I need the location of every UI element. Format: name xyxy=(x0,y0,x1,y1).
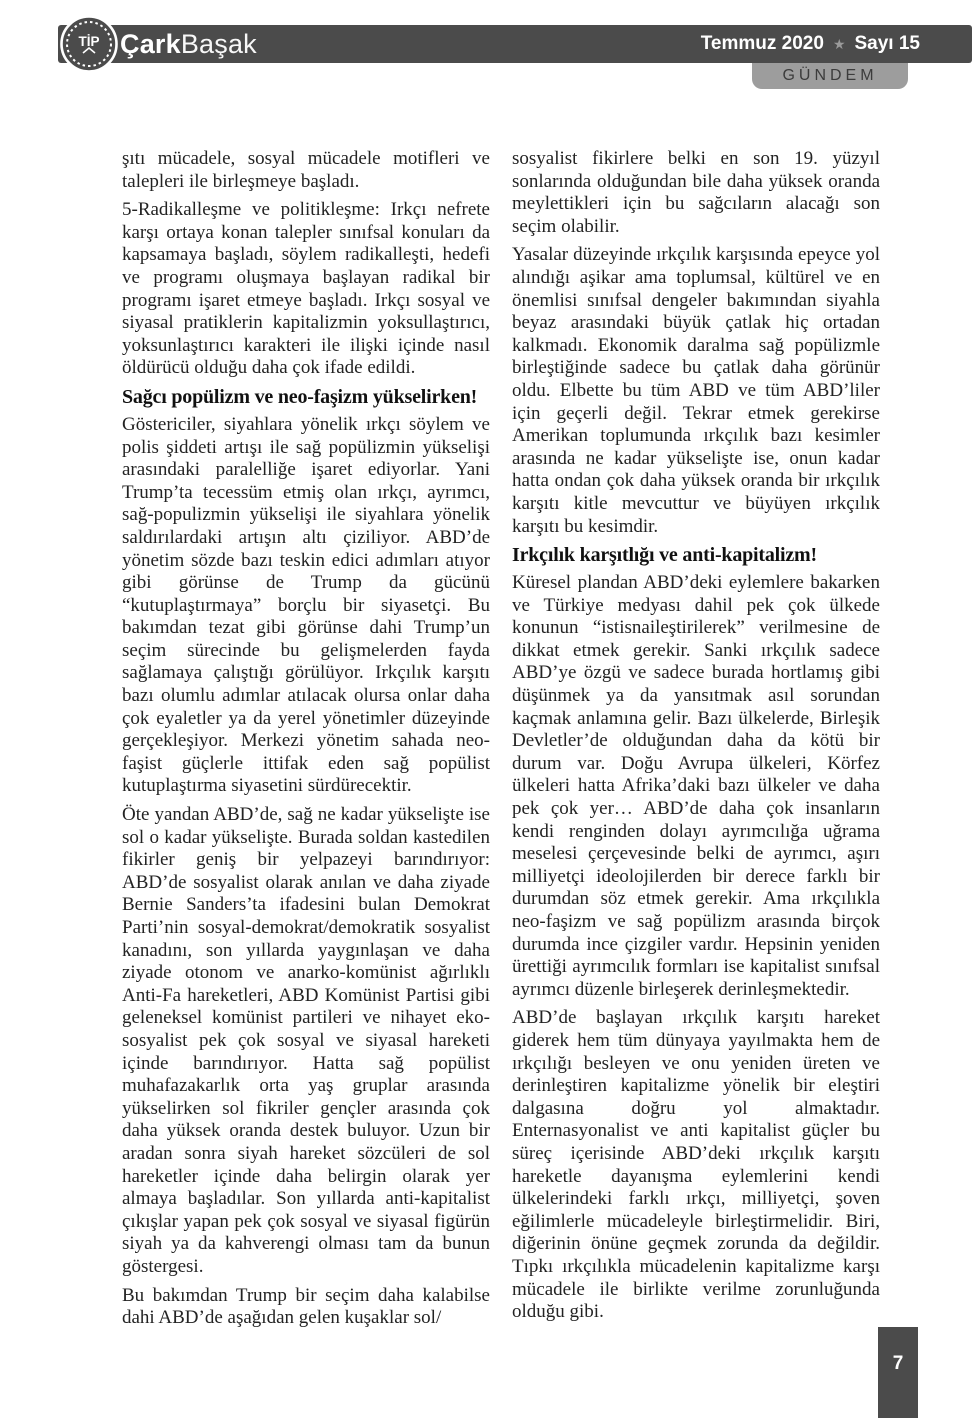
section-tab-label: GÜNDEM xyxy=(782,67,878,84)
body-paragraph: Öte yandan ABD’de, sağ ne kadar yükselişte ise sol o kadar yükselişte. Burada soldan kastedilen fikirler geniş bir yelpazeyi barındırıyor: ABD’de sosyalist olarak anılan ve daha ziyade Bernie Sanders’ta ifadesini bulan Demokrat Parti’nin sosyal-demokrat/demokratik sosyalist kanadını, son yıllarda yaygınlaşan ve daha ziyade otonom ve anarko-komünist ağırlıklı Anti-Fa hareketleri, ABD Komünist Partisi gibi geleneksel komünist partileri ve nihayet eko-sosyalist pek çok sosyal ve siyasal hareketi içinde barındırıyor. Hatta sağ popülist muhafazakarlık orta yaş gruplar arasında yükselirken sol fikriler gençler arasında çok daha yüksek oranda destek buluyor. Uzun bir aradan sonra siyah hareket sözcüleri de sol hareketler içinde daha belirgin olarak yer almaya başladılar. Son yıllarda anti-kapitalist çıkışlar yapan pek çok sosyal ve siyasal figürün siyah ya da kahverengi olması tam da bunun göstergesi. xyxy=(122,804,490,1277)
brand-title xyxy=(120,25,257,63)
section-heading: Irkçılık karşıtlığı ve anti-kapitalizm! xyxy=(512,544,817,567)
brand-bold-part: Çark xyxy=(120,28,181,59)
body-paragraph: sosyalist fikirlere belki en son 19. yüzyıl sonlarında olduğundan bile daha yüksek oranda meylettikleri için bu sağcıların alacağı son seçim olabilir. xyxy=(512,148,880,237)
body-paragraph: Bu bakımdan Trump bir seçim daha kalabilse dahi ABD’de aşağıdan gelen kuşaklar sol/ xyxy=(122,1284,490,1329)
issue-date: Temmuz 2020 xyxy=(700,33,824,54)
tip-party-logo-icon xyxy=(60,15,118,73)
article-right-column xyxy=(512,148,880,1330)
star-icon: ★ xyxy=(832,36,846,52)
body-paragraph: Küresel plandan ABD’deki eylemlere bakarken ve Türkiye medyası dahil pek çok ülkede konunun “istisnaileştirilerek” verilmesine de dikkat etmek gerekir. Sanki ırkçılık sadece ABD’ye özgü ve sadece burada hortlamış gibi düşünmek ya da yansıtmak asıl sorundan kaçmak anlamına gelir. Bazı ülkelerde, Birleşik Devletler’de olduğundan daha da kötü bir durum var. Doğu Avrupa ülkeleri, Körfez ülkeleri hatta Afrika’daki bazı ülkeler ve daha pek çok yer… ABD’de daha çok insanların kendi renginden dolayı ayrımcılığa uğrama meselesi çerçevesinde belki de ayrımcı, aşırı milliyetçi ideolojilerden bir derece farklı bir durumdan söz etmek gerekir. Ama ırkçılıkla neo-faşizm ve sağ popülizm arasında birçok durumda ince çizgiler vardır. Hepsinin yeniden ürettiği ayrımcılık formları ise kapitalist sınıfsal ayrımcı düzenle birleşerek derinleşmektedir. xyxy=(512,572,880,1000)
brand-regular-part: Başak xyxy=(180,28,257,59)
masthead-bar xyxy=(58,25,972,63)
logo-text: TİP xyxy=(78,34,100,49)
issue-info xyxy=(701,25,920,63)
body-paragraph: ABD’de başlayan ırkçılık karşıtı hareket giderek hem tüm dünyaya yayılmakta hem de ırkçılığı besleyen ve onu yeniden üreten ve derinleştiren kapitalizme yönelik bir eleştiri dalgasına doğru yol almaktadır. Enternasyonalist ve anti kapitalist güçler bu süreç içerisinde ABD’deki ırkçılık karşıtı hareketle dayanışma eylemlerini kendi ülkelerindeki farklı ırkçı, milliyetçi, şoven eğilimlerle mücadeleyle birleştirmelidir. Biri, diğerinin önüne geçmek zorunda da değildir. Tıpkı ırkçılıkla mücadelenin kapitalizme karşı mücadele ile birlikte verilme zorunluğunda olduğu gibi. xyxy=(512,1007,880,1323)
page-number: 7 xyxy=(892,1353,904,1374)
article-left-column xyxy=(122,148,490,1336)
body-paragraph: Yasalar düzeyinde ırkçılık karşısında epeyce yol alındığı aşikar ama toplumsal, kültürel ve en önemlisi sınıfsal dengeler bakımından siyahla beyaz arasındaki büyük çatlak hiç ortadan kalkmadı. Ekonomik daralma sağ popülizmle birleştiğinde sadece bu çatlak daha görünür oldu. Elbette bu tüm ABD ve tüm ABD’liler için geçerli değil. Tekrar etmek gerekirse Amerikan toplumunda ırkçılık bazı kesimler arasında ne kadar yükselişte ise, onun kadar hatta ondan çok daha yüksek oranda bir ırkçılık karşıtı kitle mevcuttur ve büyüyen ırkçılık karşıtı bu kesimdir. xyxy=(512,244,880,537)
issue-number: Sayı 15 xyxy=(854,33,920,54)
body-paragraph: 5-Radikalleşme ve politikleşme: Irkçı nefrete karşı ortaya konan talepler sınıfsal konuları da kapsamaya başladı, söylem radikalleşti, hedefi ve programı oluşmaya başlayan radikal bir programı işaret etmeye başladı. Irkçı sosyal ve siyasal pratiklerin kapitalizmin yoksullaştırıcı, yoksunlaştırıcı karakteri ile ilişki içinde nasıl öldürücü olduğu daha çok ifade edildi. xyxy=(122,199,490,379)
body-paragraph: Göstericiler, siyahlara yönelik ırkçı söylem ve polis şiddeti artışı ile sağ popülizmin yükselişi arasındaki paralelliğe işaret ediyorlar. Yani Trump’ta tecessüm etmiş olan ırkçı, ayrımcı, sağ-populizmin yükselişi ile siyahlara yönelik saldırılardaki artışın altı çiziliyor. ABD’de yönetim sözde bazı teskin edici adımları atıyor gibi görünse de Trump da gücünü “kutuplaştırmaya” borçlu bir siyasetçi. Bu bakımdan tezat gibi görünse dahi Trump’un seçim sürecinde bu gelişmelerden fayda sağlamaya çalıştığı görülüyor. Irkçılık karşıtı bazı olumlu adımlar atılacak olursa onlar daha çok eyaletler ya da yerel yönetimler düzeyinde gerçekleşiyor. Merkezi yönetim sahada neo-faşist güçlerle ittifak eden sağ popülist kutuplaştırma siyasetini sürdürecektir. xyxy=(122,413,490,797)
section-heading: Sağcı popülizm ve neo-faşizm yükselirken! xyxy=(122,385,478,408)
section-tab-gundem xyxy=(752,63,908,89)
page-number-box xyxy=(878,1327,918,1418)
body-paragraph: şıtı mücadele, sosyal mücadele motifleri ve talepleri ile birleşmeye başladı. xyxy=(122,148,490,192)
